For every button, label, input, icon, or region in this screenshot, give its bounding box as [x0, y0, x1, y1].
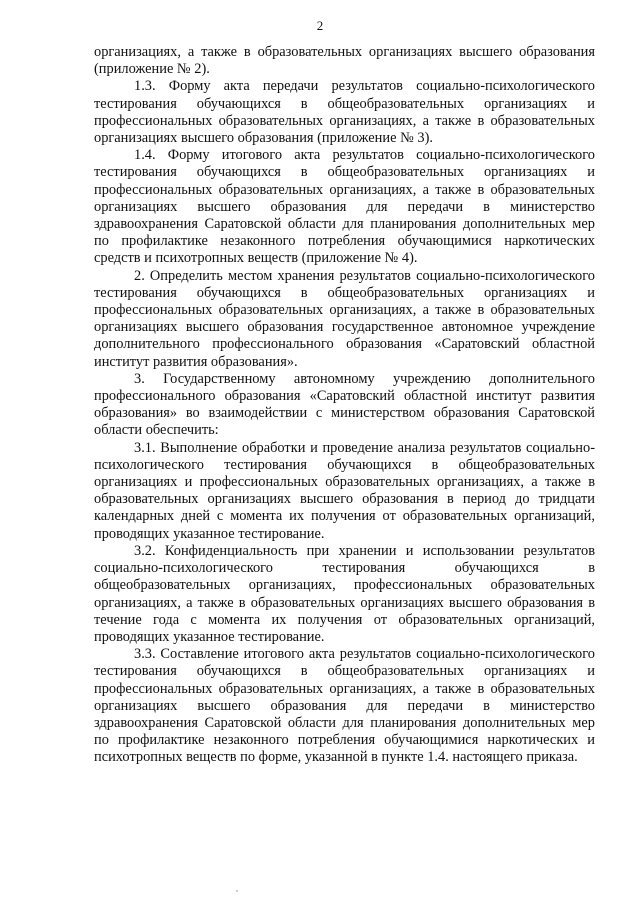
- paragraph-3-1: 3.1. Выполнение обработки и проведение анализа результатов социально-психологического тестирования обучающихся в общеобразовательных организациях и профессиональных образовательных организациях, а также в образовательных организациях высшего образования в период до тридцати календарных дней с момента их получения от образовательных организаций, проводящих указанное тестирование.: [94, 439, 595, 542]
- paragraph-continuation: организациях, а также в образовательных организациях высшего образования (приложение № 2).: [94, 44, 595, 78]
- paragraph-3: 3. Государственному автономному учреждению дополнительного профессионального образования «Саратовский областной институт развития образования» во взаимодействии с министерством образования Саратовской области обеспечить:: [94, 370, 595, 439]
- paragraph-3-2: 3.2. Конфиденциальность при хранении и использовании результатов социально-психологического тестирования обучающихся в общеобразовательных организациях, профессиональных образовательных организациях, а также в образовательных организациях высшего образования в течение года с момента их получения от образовательных организаций, проводящих указанное тестирование.: [94, 542, 595, 645]
- paragraph-3-3: 3.3. Составление итогового акта результатов социально-психологического тестирования обучающихся в общеобразовательных организациях и профессиональных образовательных организациях, а также в образовательных организациях высшего образования для передачи в министерство здравоохранения Саратовской области для планирования дополнительных мер по профилактике незаконного потребления обучающимися наркотических и психотропных веществ по форме, указанной в пункте 1.4. настоящего приказа.: [94, 646, 595, 766]
- paragraph-2: 2. Определить местом хранения результатов социально-психологического тестирования обучающихся в общеобразовательных организациях и профессиональных образовательных организациях, а также в образовательных организациях высшего образования государственное автономное учреждение дополнительного профессионального образования «Саратовский областной институт развития образования».: [94, 267, 595, 370]
- document-body: [94, 44, 595, 767]
- paragraph-1-4: 1.4. Форму итогового акта результатов социально-психологического тестирования обучающихся в общеобразовательных организациях и профессиональных образовательных организациях, а также в образовательных организациях высшего образования для передачи в министерство здравоохранения Саратовской области для планирования дополнительных мер по профилактике незаконного потребления обучающимися наркотических средств и психотропных веществ (приложение № 4).: [94, 147, 595, 267]
- scan-speck: [236, 890, 238, 892]
- paragraph-1-3: 1.3. Форму акта передачи результатов социально-психологического тестирования обучающихся в общеобразовательных организациях и профессиональных образовательных организациях, а также в образовательных организациях высшего образования (приложение № 3).: [94, 78, 595, 147]
- page-number: 2: [316, 18, 324, 33]
